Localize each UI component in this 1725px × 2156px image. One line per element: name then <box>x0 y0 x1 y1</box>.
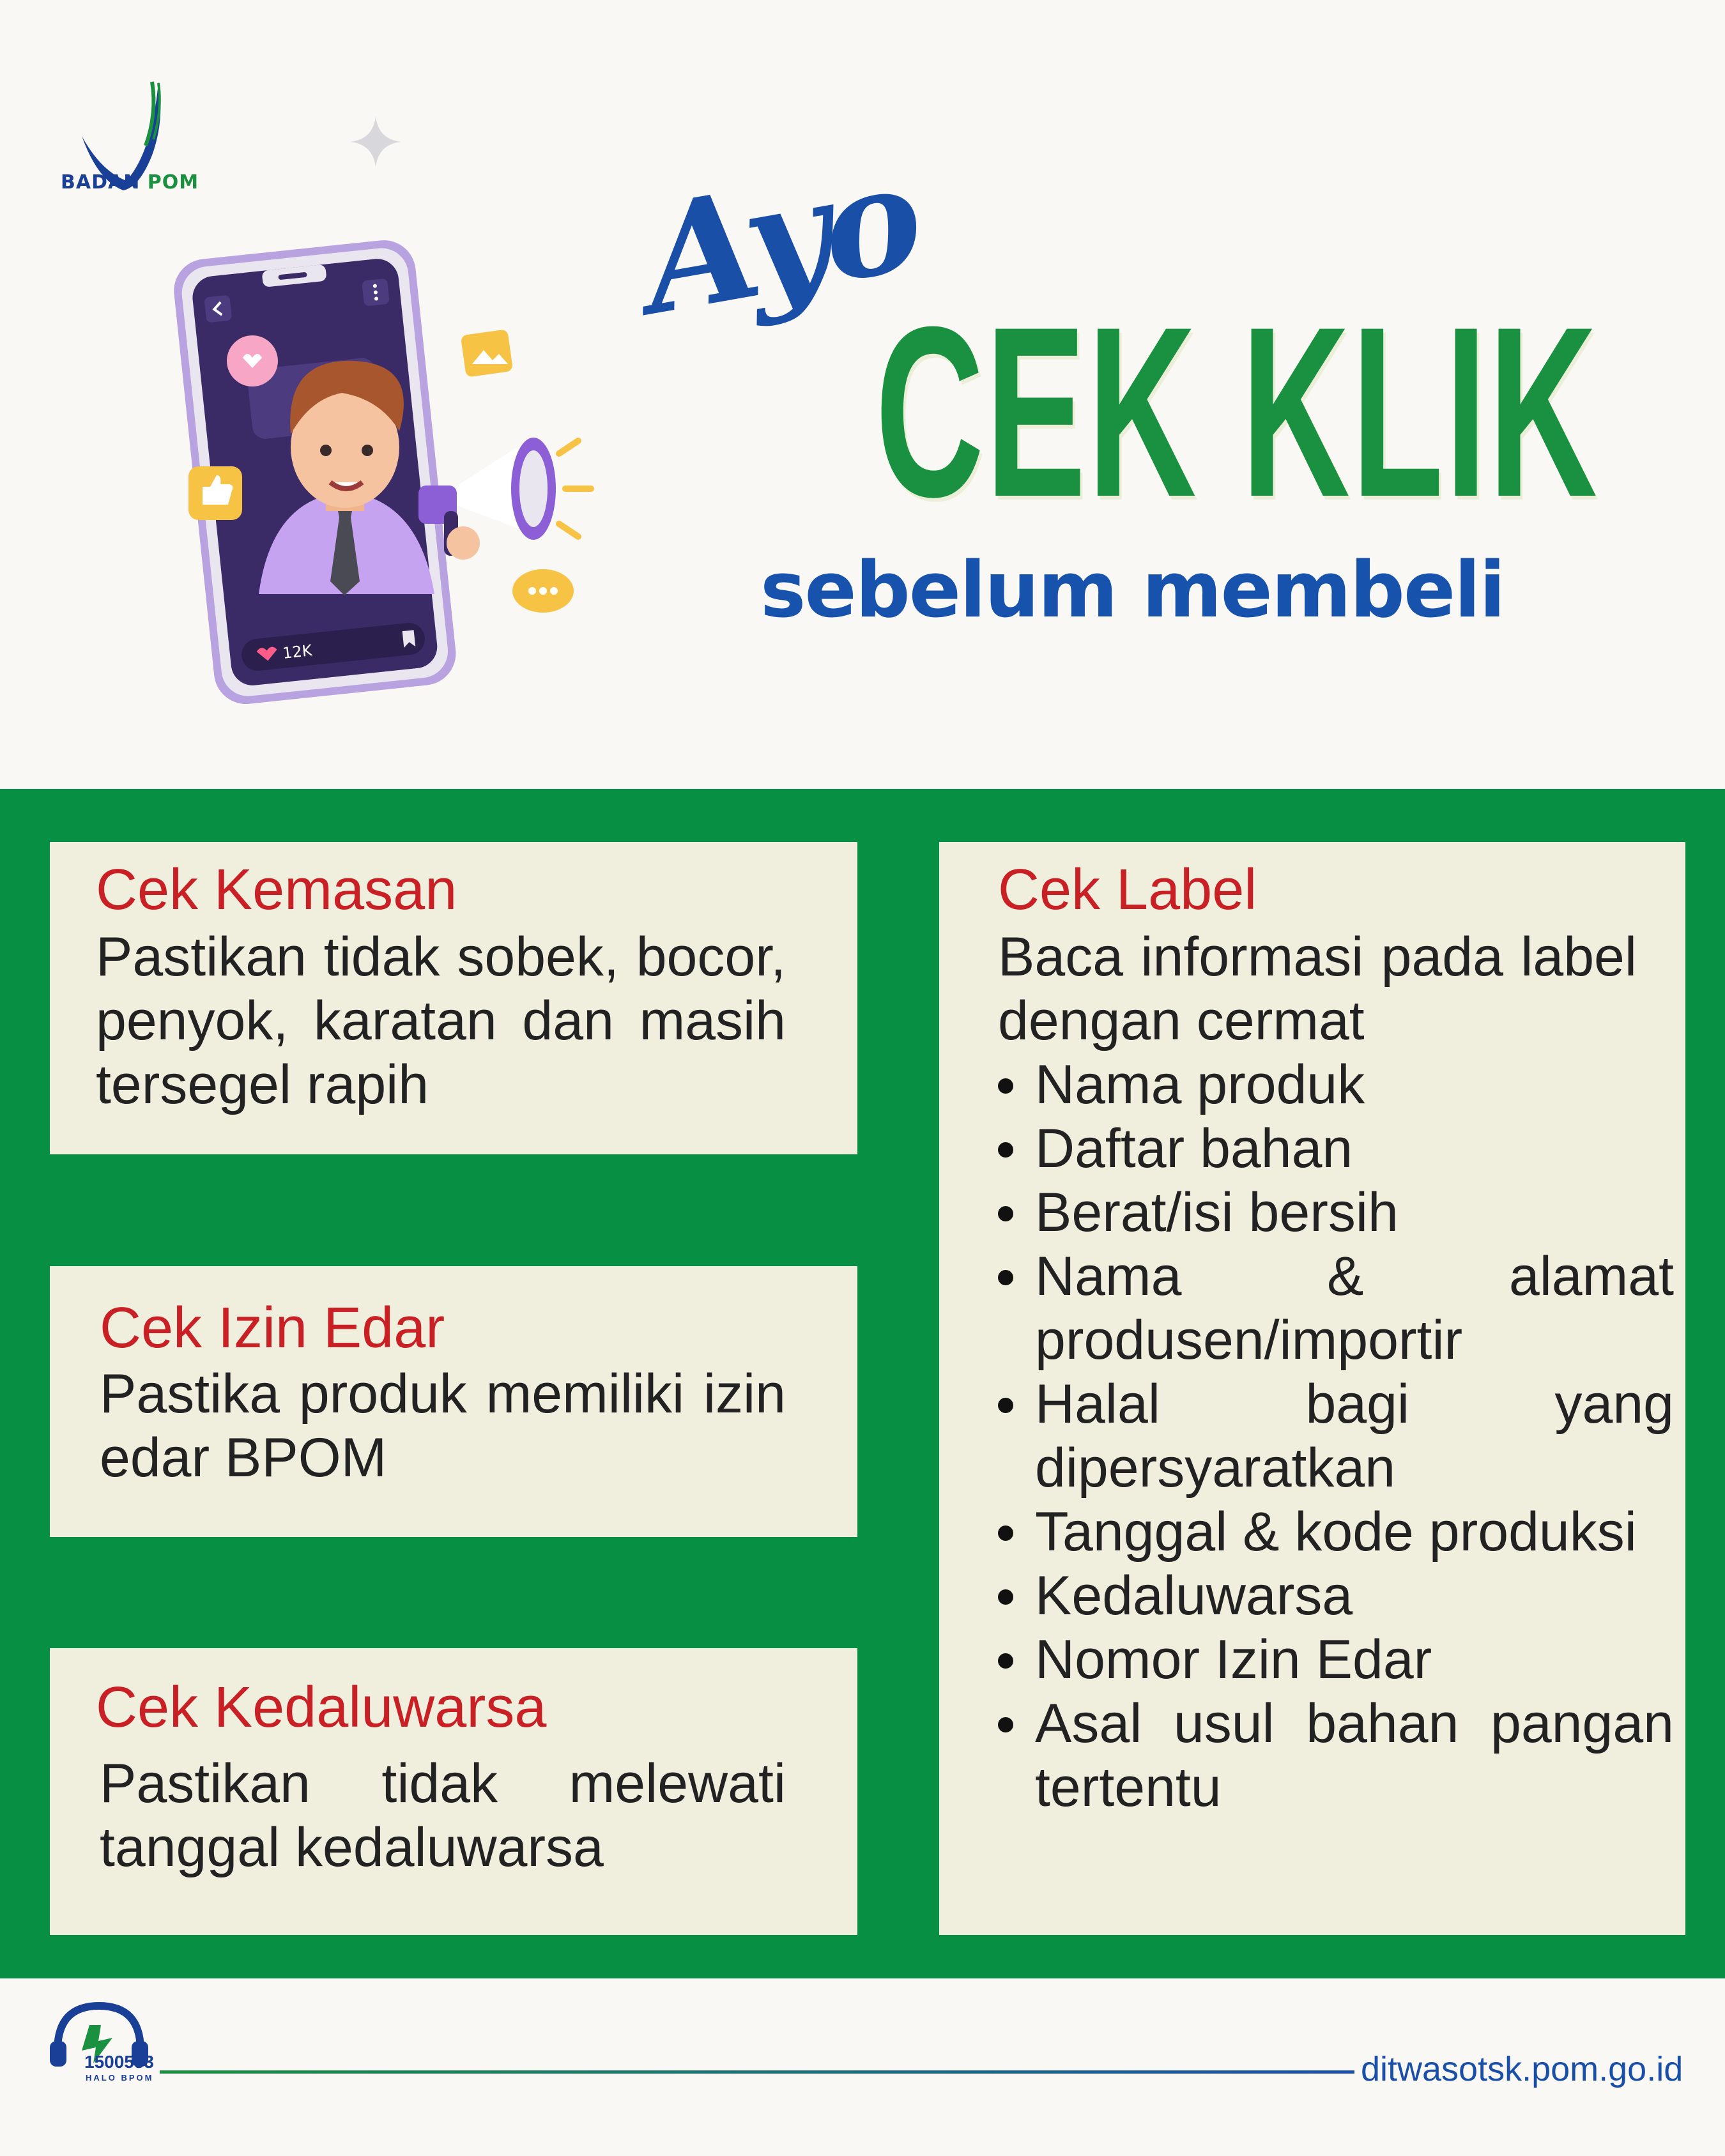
list-item: Halal bagi yang dipersyaratkan <box>1035 1373 1674 1499</box>
halo-bpom-hotline-logo <box>45 1996 172 2086</box>
list-item: Nama produk <box>1035 1053 1674 1117</box>
hotline-label: HALO BPOM <box>86 2073 154 2083</box>
list-item: Tanggal & kode produksi <box>1035 1500 1674 1564</box>
card-title: Cek Kedaluwarsa <box>96 1676 547 1739</box>
card-cek-izin-edar <box>50 1266 857 1537</box>
list-item: Nama & alamat produsen/importir <box>1035 1246 1674 1371</box>
list-item: Berat/isi bersih <box>1035 1181 1674 1244</box>
card-cek-kemasan <box>50 842 857 1154</box>
card-intro: Baca informasi pada label dengan cermat <box>998 926 1637 1051</box>
list-item: Kedaluwarsa <box>1035 1564 1674 1628</box>
card-title: Cek Label <box>998 858 1257 922</box>
sparkle-icon <box>350 116 401 167</box>
likes-count: 12K <box>281 641 313 662</box>
footer-divider <box>160 2070 1354 2074</box>
phone-megaphone-illustration <box>163 236 636 709</box>
card-title: Cek Izin Edar <box>100 1296 445 1360</box>
page-subtitle: sebelum membeli <box>760 546 1505 635</box>
card-text: Pastikan tidak melewati tanggal kedaluwarsa <box>100 1753 786 1878</box>
hotline-number: 1500533 <box>84 2052 155 2072</box>
card-cek-label <box>939 842 1685 1935</box>
logo-text-main: BADAN <box>61 171 141 194</box>
logo-wordmark <box>61 171 199 194</box>
card-title: Cek Kemasan <box>96 858 457 922</box>
list-item: Daftar bahan <box>1035 1117 1674 1181</box>
page-title: CEK KLIK <box>875 276 1599 547</box>
card-text: Pastika produk memiliki izin edar BPOM <box>100 1363 786 1488</box>
logo-text-accent: POM <box>147 171 199 194</box>
list-item: Nomor Izin Edar <box>1035 1628 1674 1692</box>
card-text: Pastikan tidak sobek, bocor, penyok, karatan dan masih tersegel rapih <box>96 926 786 1115</box>
list-item: Asal usul bahan pangan tertentu <box>1035 1693 1674 1818</box>
label-checklist <box>998 1053 1674 1819</box>
card-cek-kedaluwarsa <box>50 1648 857 1935</box>
ayo-script: Ayo <box>630 130 929 348</box>
footer-website-link[interactable]: ditwasotsk.pom.go.id <box>1361 2050 1683 2088</box>
